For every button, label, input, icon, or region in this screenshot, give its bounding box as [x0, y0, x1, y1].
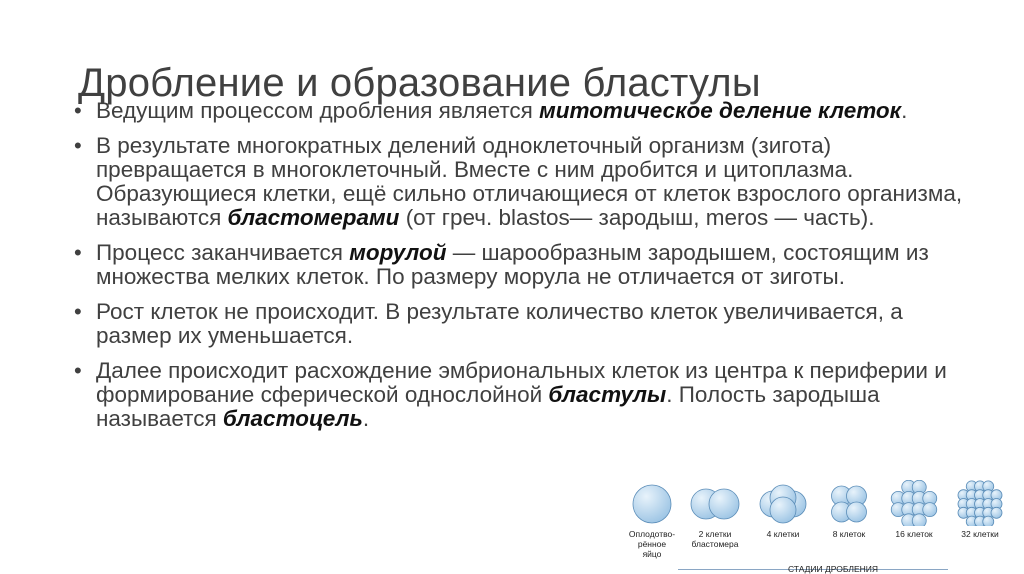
stage-label-line: Оплодотво-: [628, 529, 676, 539]
stage-label-line: 32 клетки: [961, 529, 999, 539]
bullet-dot-icon: •: [74, 299, 82, 324]
stage-32-cells: [948, 480, 1012, 539]
bullet-dot-icon: •: [74, 133, 82, 158]
bullet-text: Ведущим процессом дробления является: [96, 98, 540, 123]
cell-shape: [923, 503, 937, 517]
bullet-text: (от греч. blastos— зародыш, meros — часть).: [399, 205, 875, 230]
stage-label-line: яйцо: [642, 549, 662, 559]
cell-shape: [847, 502, 867, 522]
bullet-item: [70, 241, 970, 289]
embryo-icon: [687, 480, 743, 526]
cell-shape: [709, 489, 739, 519]
stage-label-line: бластомера: [691, 539, 739, 549]
stage-label-line: рённое: [637, 539, 667, 549]
bullet-dot-icon: •: [74, 98, 82, 123]
slide-title: Дробление и образование бластулы: [78, 60, 761, 105]
bullet-text: — шарообразным зародышем, состоящим из множества мелких клеток. По размеру морула не отличается от зиготы.: [96, 240, 929, 289]
bullet-item: [70, 300, 970, 348]
embryo-icon: [821, 480, 877, 526]
stage-16-cells: [882, 480, 946, 539]
bullet-dot-icon: •: [74, 358, 82, 383]
bullet-text: .: [901, 98, 908, 123]
bullet-emphasis: бластулы: [548, 382, 667, 407]
bullet-text: Далее происходит расхождение эмбриональных клеток из центра к периферии и формирование сферической однослойной: [96, 358, 947, 407]
embryo-icon: [886, 480, 942, 526]
bullet-text: . Полость зародыша называется: [96, 382, 880, 431]
bullet-item: [70, 134, 970, 230]
stage-label: [683, 529, 747, 549]
bullet-item: [70, 99, 970, 123]
cell-shape: [912, 514, 926, 526]
stage-1-cells: [620, 480, 684, 559]
embryo-icon: [952, 480, 1008, 526]
figure-caption: СТАДИИ ДРОБЛЕНИЯ: [787, 564, 879, 574]
bullet-text: Рост клеток не происходит. В результате количество клеток увеличивается, а размер их уменьшается.: [96, 299, 903, 348]
stage-8-cells: [817, 480, 881, 539]
stage-label: [882, 529, 946, 539]
cell-shape: [770, 497, 796, 523]
stage-label-line: 8 клеток: [832, 529, 866, 539]
stage-label-line: 2 клетки: [698, 529, 732, 539]
bullet-text: .: [362, 406, 370, 431]
stage-label-line: 16 клеток: [895, 529, 933, 539]
stage-2-cells: [683, 480, 747, 549]
bullet-text: В результате многократных делений одноклеточный организм (зигота) превращается в многоклеточный. Вместе с ним дробится и цитоплазма. Образующиеся клетки, ещё сильно отличающиеся от клеток взрослого организма, называются: [96, 133, 963, 230]
embryo-icon: [624, 480, 680, 526]
bullet-item: [70, 359, 970, 431]
bullet-dot-icon: •: [74, 240, 82, 265]
bullet-text: Процесс заканчивается: [96, 240, 350, 265]
stage-label-line: 4 клетки: [766, 529, 800, 539]
stage-label: [817, 529, 881, 539]
embryo-icon: [755, 480, 811, 526]
cell-shape: [983, 516, 994, 526]
cell-shape: [633, 485, 671, 523]
bullet-list: [70, 99, 970, 442]
bullet-emphasis: бластомерами: [227, 205, 400, 230]
cleavage-stages-figure: [620, 480, 1024, 574]
bullet-emphasis: митотическое деление клеток: [539, 98, 902, 123]
cell-shape: [991, 507, 1002, 518]
bullet-emphasis: бластоцель: [222, 406, 363, 431]
bullet-emphasis: морулой: [349, 240, 447, 265]
stage-4-cells: [751, 480, 815, 539]
stage-label: [948, 529, 1012, 539]
stage-label: [620, 529, 684, 559]
stage-label: [751, 529, 815, 539]
